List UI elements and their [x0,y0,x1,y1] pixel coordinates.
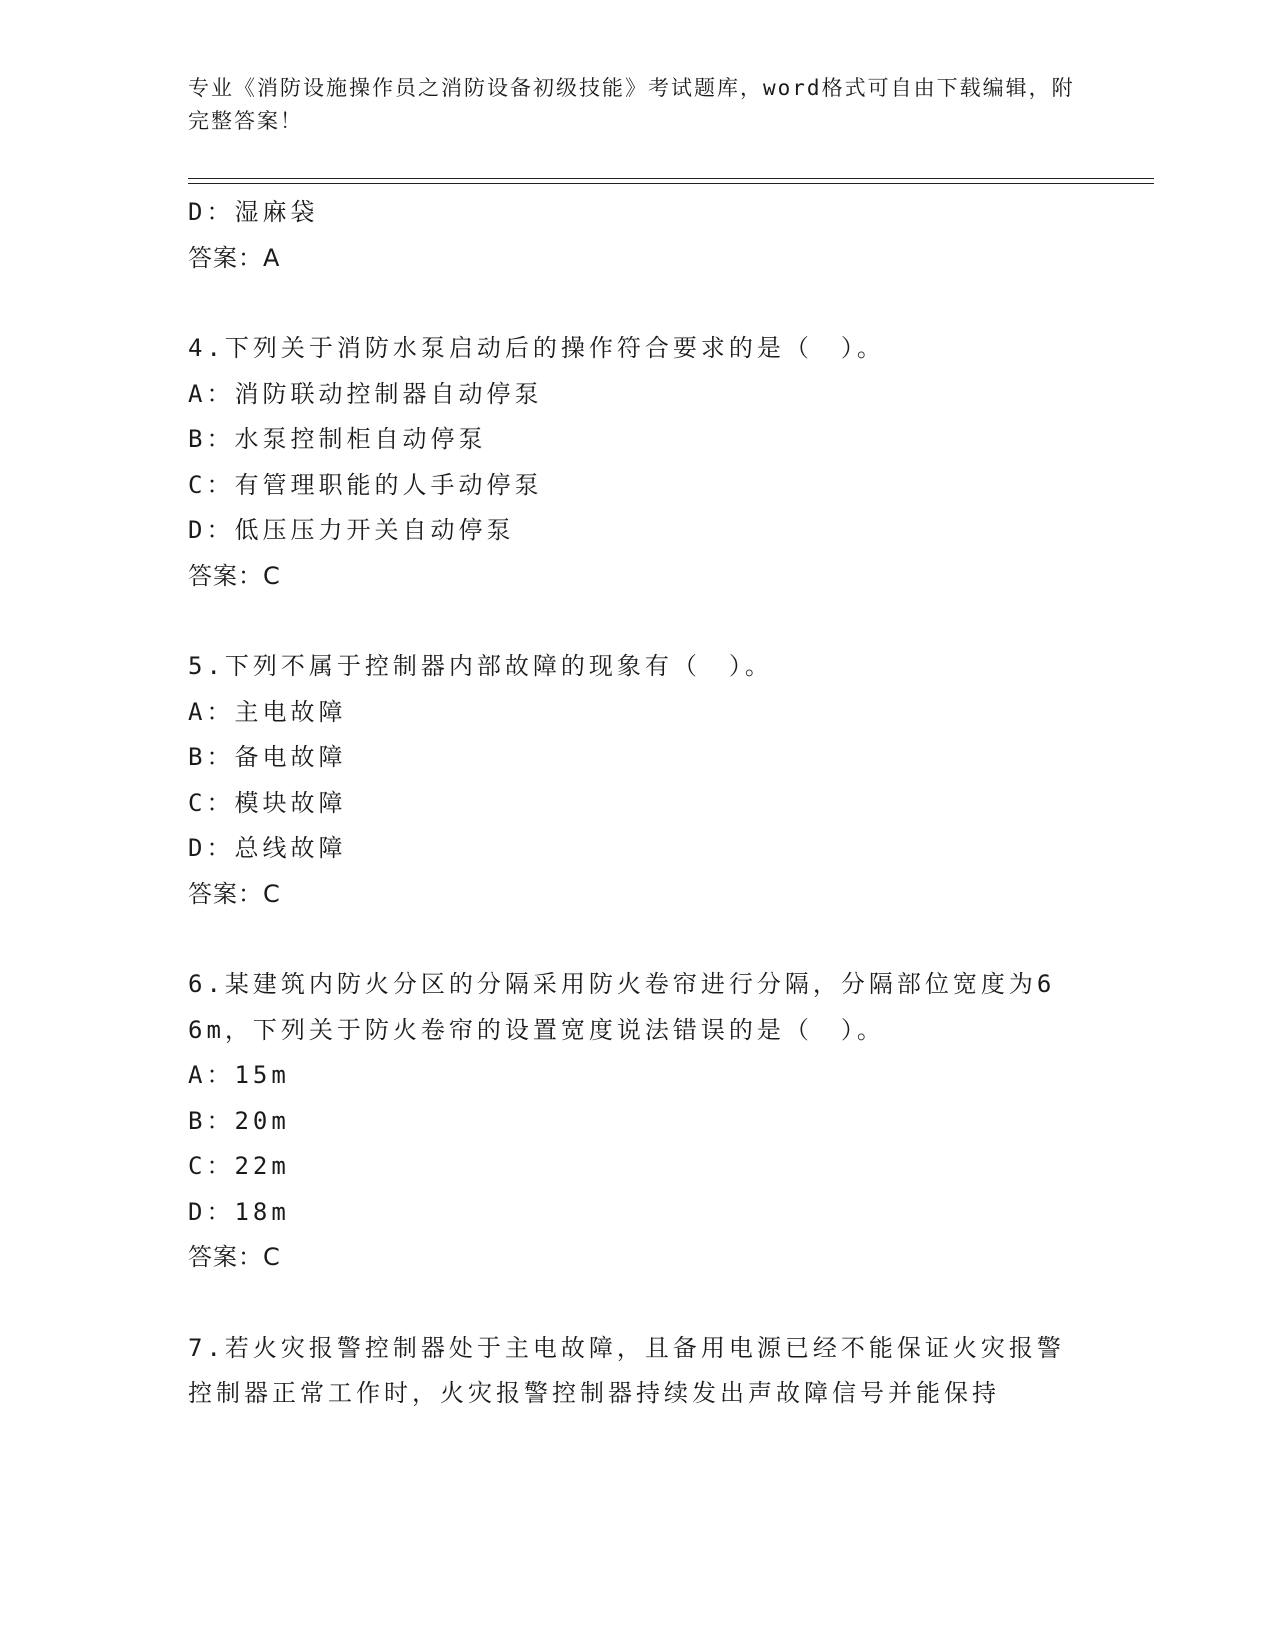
spacer [188,1281,1088,1326]
spacer [188,281,1088,326]
answer-line: 答案：C [188,879,281,908]
question-stem: 6.某建筑内防火分区的分隔采用防火卷帘进行分隔，分隔部位宽度为66m，下列关于防火卷帘的设置宽度说法错误的是（ ）。 [188,970,1056,1044]
question-stem: 4.下列关于消防水泵启动后的操作符合要求的是（ ）。 [188,334,885,362]
option-d: D：18m [188,1197,290,1226]
spacer [188,917,1088,962]
spacer [188,599,1088,644]
option-c: C：22m [188,1152,290,1180]
option-b: B：备电故障 [188,743,347,771]
question-4 [188,326,1088,599]
question-stem: 5.下列不属于控制器内部故障的现象有（ ）。 [188,652,773,680]
answer-line: 答案：C [188,1243,281,1271]
option-c: C：模块故障 [188,788,347,817]
header-rule-bottom [188,183,1154,184]
question-stem: 7.若火灾报警控制器处于主电故障，且备用电源已经不能保证火灾报警控制器正常工作时，火灾报警控制器持续发出声故障信号并能保持 [188,1333,1065,1407]
option-a: A：消防联动控制器自动停泵 [188,379,543,408]
question-7 [188,1326,1088,1417]
answer-line: 答案：A [188,243,281,272]
option-d: D：总线故障 [188,834,347,862]
question-6 [188,962,1088,1281]
document-header: 专业《消防设施操作员之消防设备初级技能》考试题库，word格式可自由下载编辑，附完整答案！ [188,76,1075,133]
question-list [188,190,1088,1417]
previous-question-fragment [188,190,1088,281]
option-a: A：主电故障 [188,697,347,726]
option-b: B：水泵控制柜自动停泵 [188,425,487,453]
option-d: D：湿麻袋 [188,198,319,226]
question-5 [188,644,1088,917]
answer-line: 答案：C [188,561,281,590]
option-c: C：有管理职能的人手动停泵 [188,470,543,499]
header-rule-top [188,178,1154,179]
option-a: A：15m [188,1061,290,1089]
option-d: D：低压压力开关自动停泵 [188,516,515,544]
option-b: B：20m [188,1106,290,1135]
